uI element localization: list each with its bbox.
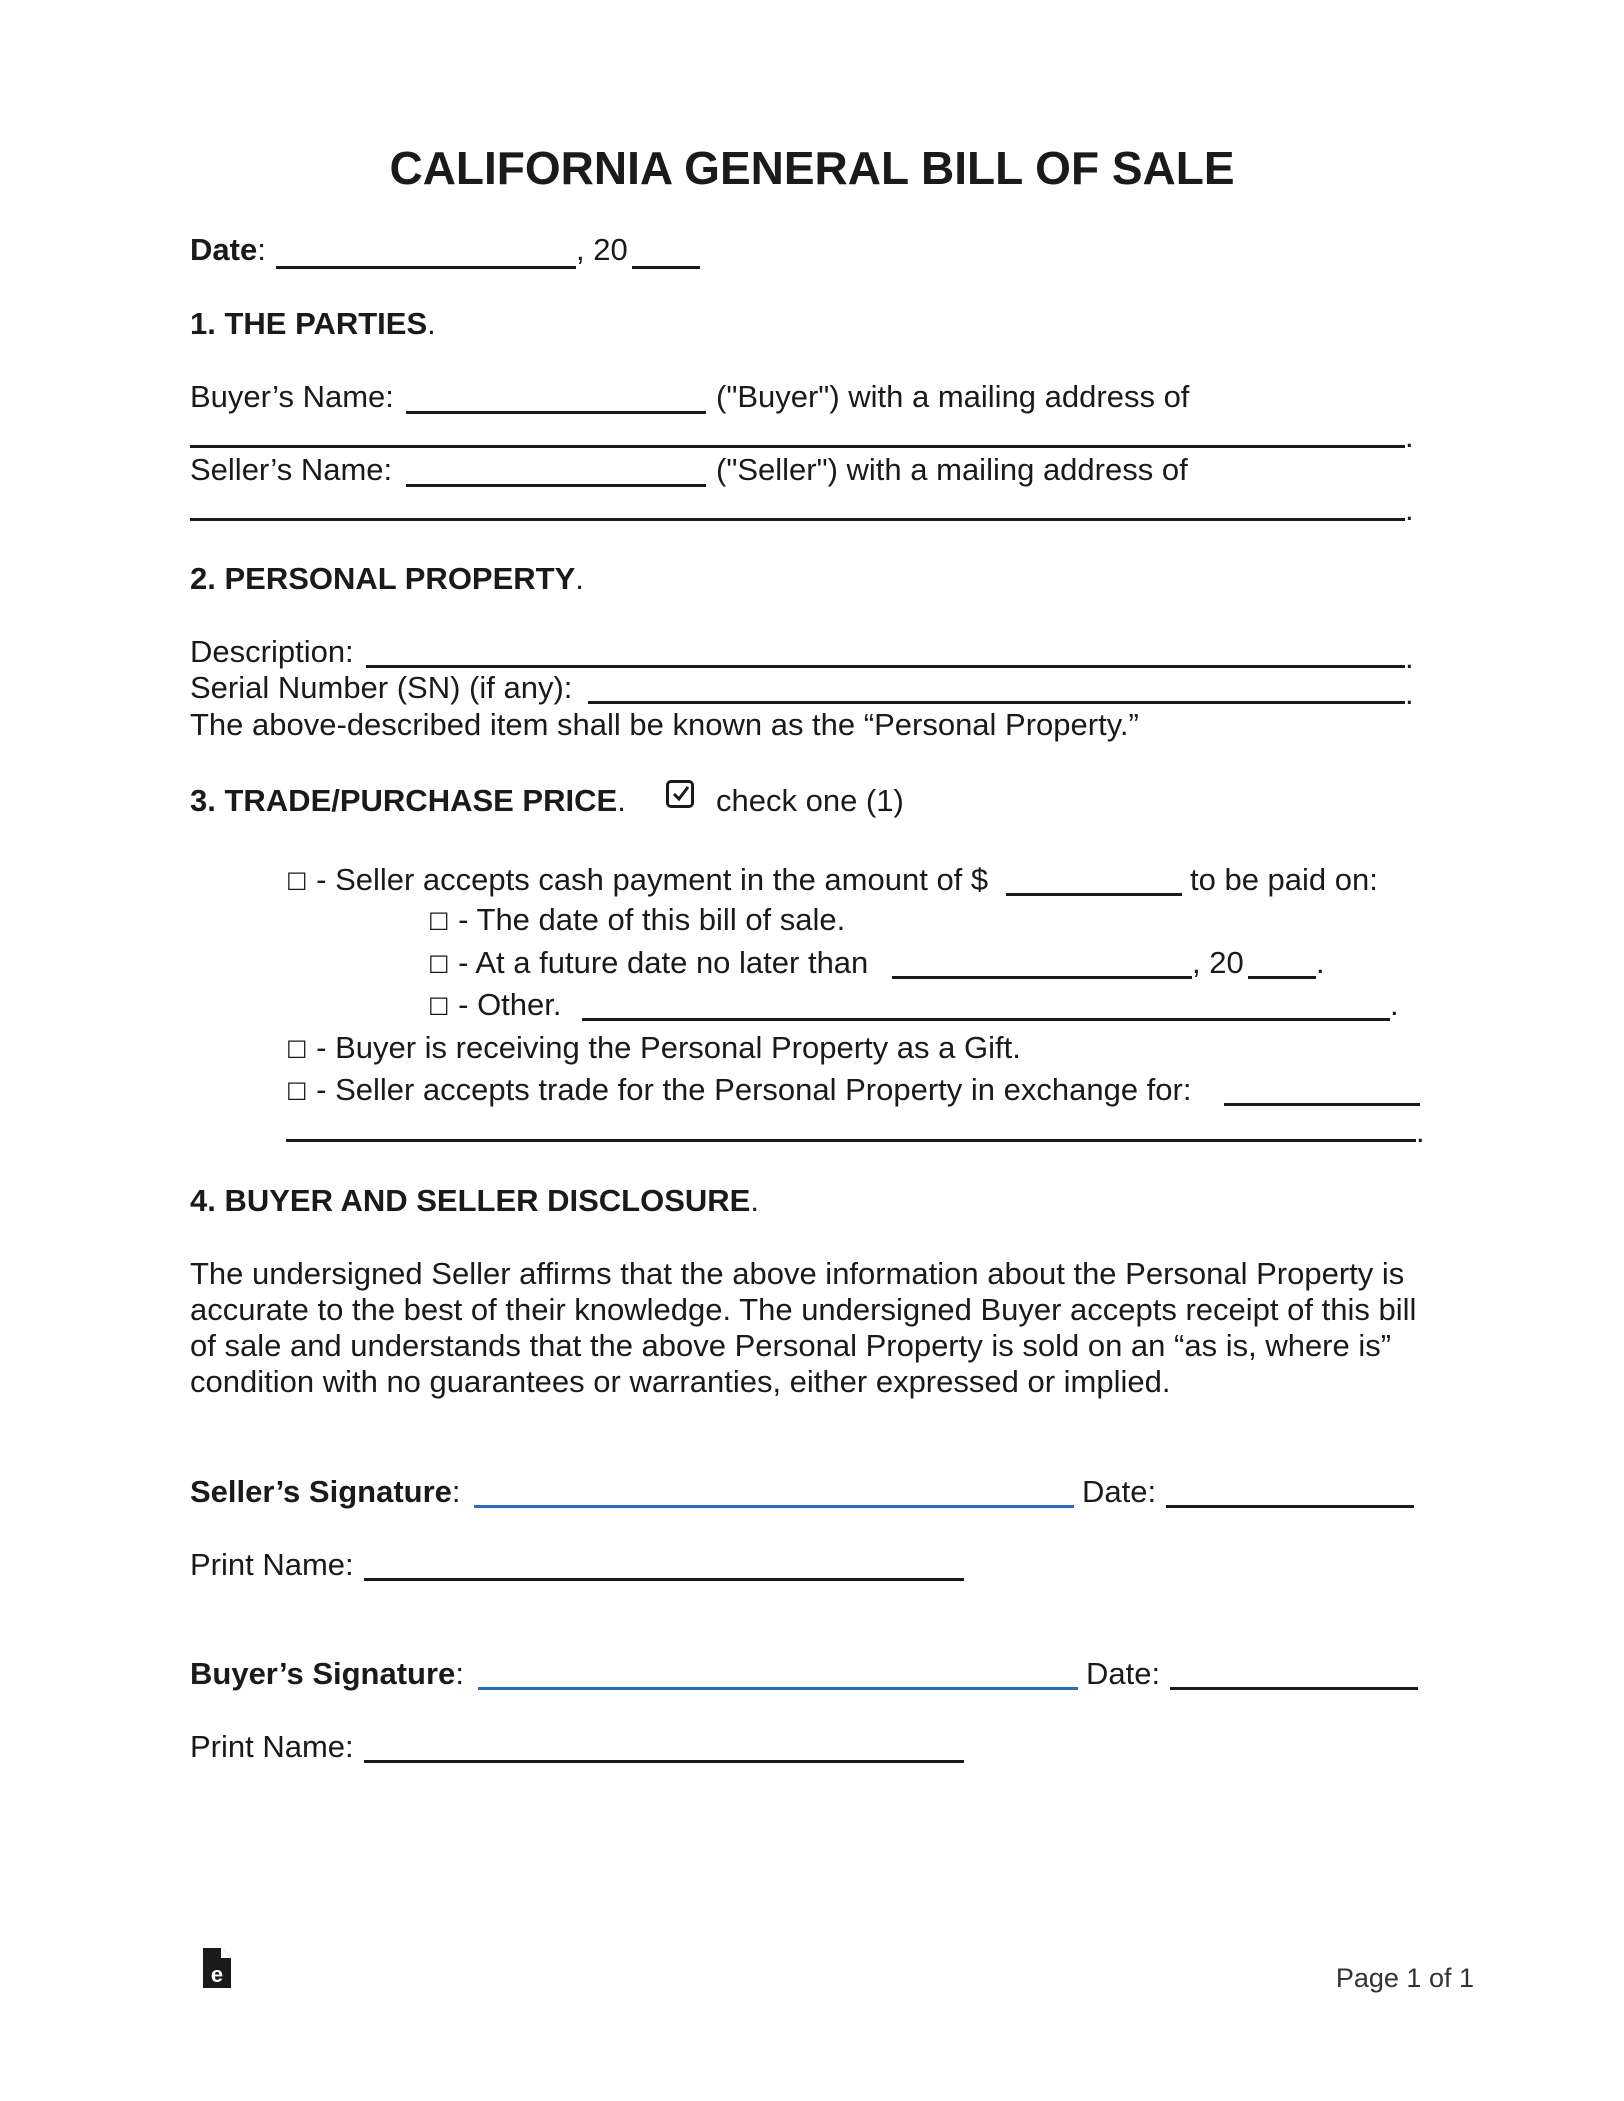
section-1-period: . xyxy=(427,306,436,341)
section-1-heading-row xyxy=(190,306,436,342)
seller-tail-text: ("Seller") with a mailing address of xyxy=(716,452,1188,487)
sub-option-date-row xyxy=(428,902,845,940)
sub-option-future-text: - At a future date no later than xyxy=(449,945,869,980)
check-one-text: check one (1) xyxy=(716,783,904,818)
section-2-period: . xyxy=(575,561,584,596)
seller-name-field[interactable] xyxy=(406,484,706,487)
option-cash-row xyxy=(286,862,988,900)
checkbox-other[interactable]: ☐ xyxy=(428,993,450,1021)
section-3-heading-row xyxy=(190,783,626,819)
buyer-name-label: Buyer’s Name: xyxy=(190,379,394,414)
section-1-heading: 1. THE PARTIES xyxy=(190,306,428,341)
page-number: Page 1 of 1 xyxy=(1335,1963,1474,1993)
date-row xyxy=(190,232,266,268)
section-3-period: . xyxy=(617,783,626,818)
buyer-date-field[interactable] xyxy=(1170,1687,1418,1690)
seller-signature-row xyxy=(190,1474,461,1510)
section-4-heading-row xyxy=(190,1183,759,1219)
buyer-print-name-label: Print Name: xyxy=(190,1729,354,1764)
buyer-signature-colon: : xyxy=(455,1656,464,1691)
seller-signature-label: Seller’s Signature xyxy=(190,1474,452,1509)
seller-date-field[interactable] xyxy=(1166,1505,1414,1508)
seller-signature-colon: : xyxy=(451,1474,461,1509)
future-year-field[interactable] xyxy=(1248,976,1316,979)
buyer-print-name-field[interactable] xyxy=(364,1760,964,1763)
trade-period: . xyxy=(1416,1114,1425,1149)
option-gift-row xyxy=(286,1030,1021,1068)
seller-print-name-label: Print Name: xyxy=(190,1547,354,1582)
buyer-name-field[interactable] xyxy=(406,411,706,414)
buyer-signature-field[interactable] xyxy=(478,1687,1078,1690)
checkbox-gift[interactable]: ☐ xyxy=(286,1036,308,1064)
section-3-heading: 3. TRADE/PURCHASE PRICE xyxy=(190,783,618,818)
option-trade-row xyxy=(286,1072,1191,1110)
option-cash-text: - Seller accepts cash payment in the amount of $ xyxy=(307,862,989,897)
checkbox-date-of-sale[interactable]: ☐ xyxy=(428,908,450,936)
description-field[interactable] xyxy=(366,665,1405,668)
description-label: Description: xyxy=(190,634,354,669)
date-year-field[interactable] xyxy=(632,266,700,269)
seller-address-field[interactable] xyxy=(190,518,1405,521)
description-period: . xyxy=(1405,640,1414,675)
serial-number-label: Serial Number (SN) (if any): xyxy=(190,670,573,705)
date-label: Date xyxy=(190,232,258,267)
future-year-prefix: , 20 xyxy=(1192,945,1244,980)
buyer-address-field[interactable] xyxy=(190,445,1405,448)
date-colon: : xyxy=(257,232,266,267)
disclosure-paragraph: The undersigned Seller affirms that the above information about the Personal Property is accurate to the best of their knowledge. The undersigned Buyer accepts receipt of this bill of sale and understands that the above Personal Property is sold on an “as is, where is” condition with no guarantees or warranties, either expressed or implied. xyxy=(190,1256,1417,1399)
date-year-prefix: , 20 xyxy=(576,232,628,267)
seller-address-period: . xyxy=(1405,492,1414,527)
section-4-period: . xyxy=(750,1183,759,1218)
future-date-field[interactable] xyxy=(892,976,1192,979)
checkbox-cash[interactable]: ☐ xyxy=(286,868,308,896)
buyer-date-label: Date: xyxy=(1086,1656,1161,1691)
trade-field-line-2[interactable] xyxy=(286,1139,1416,1142)
personal-property-note: The above-described item shall be known as the “Personal Property.” xyxy=(190,707,1139,742)
buyer-signature-label: Buyer’s Signature xyxy=(190,1656,456,1691)
section-2-heading: 2. PERSONAL PROPERTY xyxy=(190,561,576,596)
seller-date-label: Date: xyxy=(1082,1474,1157,1509)
section-4-heading: 4. BUYER AND SELLER DISCLOSURE xyxy=(190,1183,751,1218)
other-field[interactable] xyxy=(582,1018,1390,1021)
other-period: . xyxy=(1390,987,1399,1022)
buyer-signature-row xyxy=(190,1656,464,1692)
seller-name-label: Seller’s Name: xyxy=(190,452,393,487)
seller-signature-field[interactable] xyxy=(474,1505,1074,1508)
future-period: . xyxy=(1316,945,1325,980)
sub-option-other-row xyxy=(428,987,562,1025)
document-title: CALIFORNIA GENERAL BILL OF SALE xyxy=(389,142,1235,194)
seller-print-name-field[interactable] xyxy=(364,1578,964,1581)
sub-option-date-text: - The date of this bill of sale. xyxy=(449,902,846,937)
logo-letter: e xyxy=(210,1962,224,1987)
section-2-heading-row xyxy=(190,561,584,597)
checkbox-trade[interactable]: ☐ xyxy=(286,1078,308,1106)
serial-number-field[interactable] xyxy=(588,701,1405,704)
option-gift-text: - Buyer is receiving the Personal Property as a Gift. xyxy=(307,1030,1021,1065)
checked-box-icon xyxy=(666,780,694,808)
eforms-logo-icon xyxy=(199,1942,235,1997)
serial-number-period: . xyxy=(1405,676,1414,711)
sub-option-future-row xyxy=(428,945,868,983)
option-cash-tail: to be paid on: xyxy=(1190,862,1378,897)
option-trade-text: - Seller accepts trade for the Personal Property in exchange for: xyxy=(307,1072,1192,1107)
sub-option-other-text: - Other. xyxy=(449,987,562,1022)
cash-amount-field[interactable] xyxy=(1006,893,1182,896)
buyer-address-period: . xyxy=(1405,419,1414,454)
buyer-tail-text: ("Buyer") with a mailing address of xyxy=(716,379,1190,414)
checkbox-future-date[interactable]: ☐ xyxy=(428,951,450,979)
trade-field-line-1[interactable] xyxy=(1224,1103,1420,1106)
date-field[interactable] xyxy=(276,266,576,269)
